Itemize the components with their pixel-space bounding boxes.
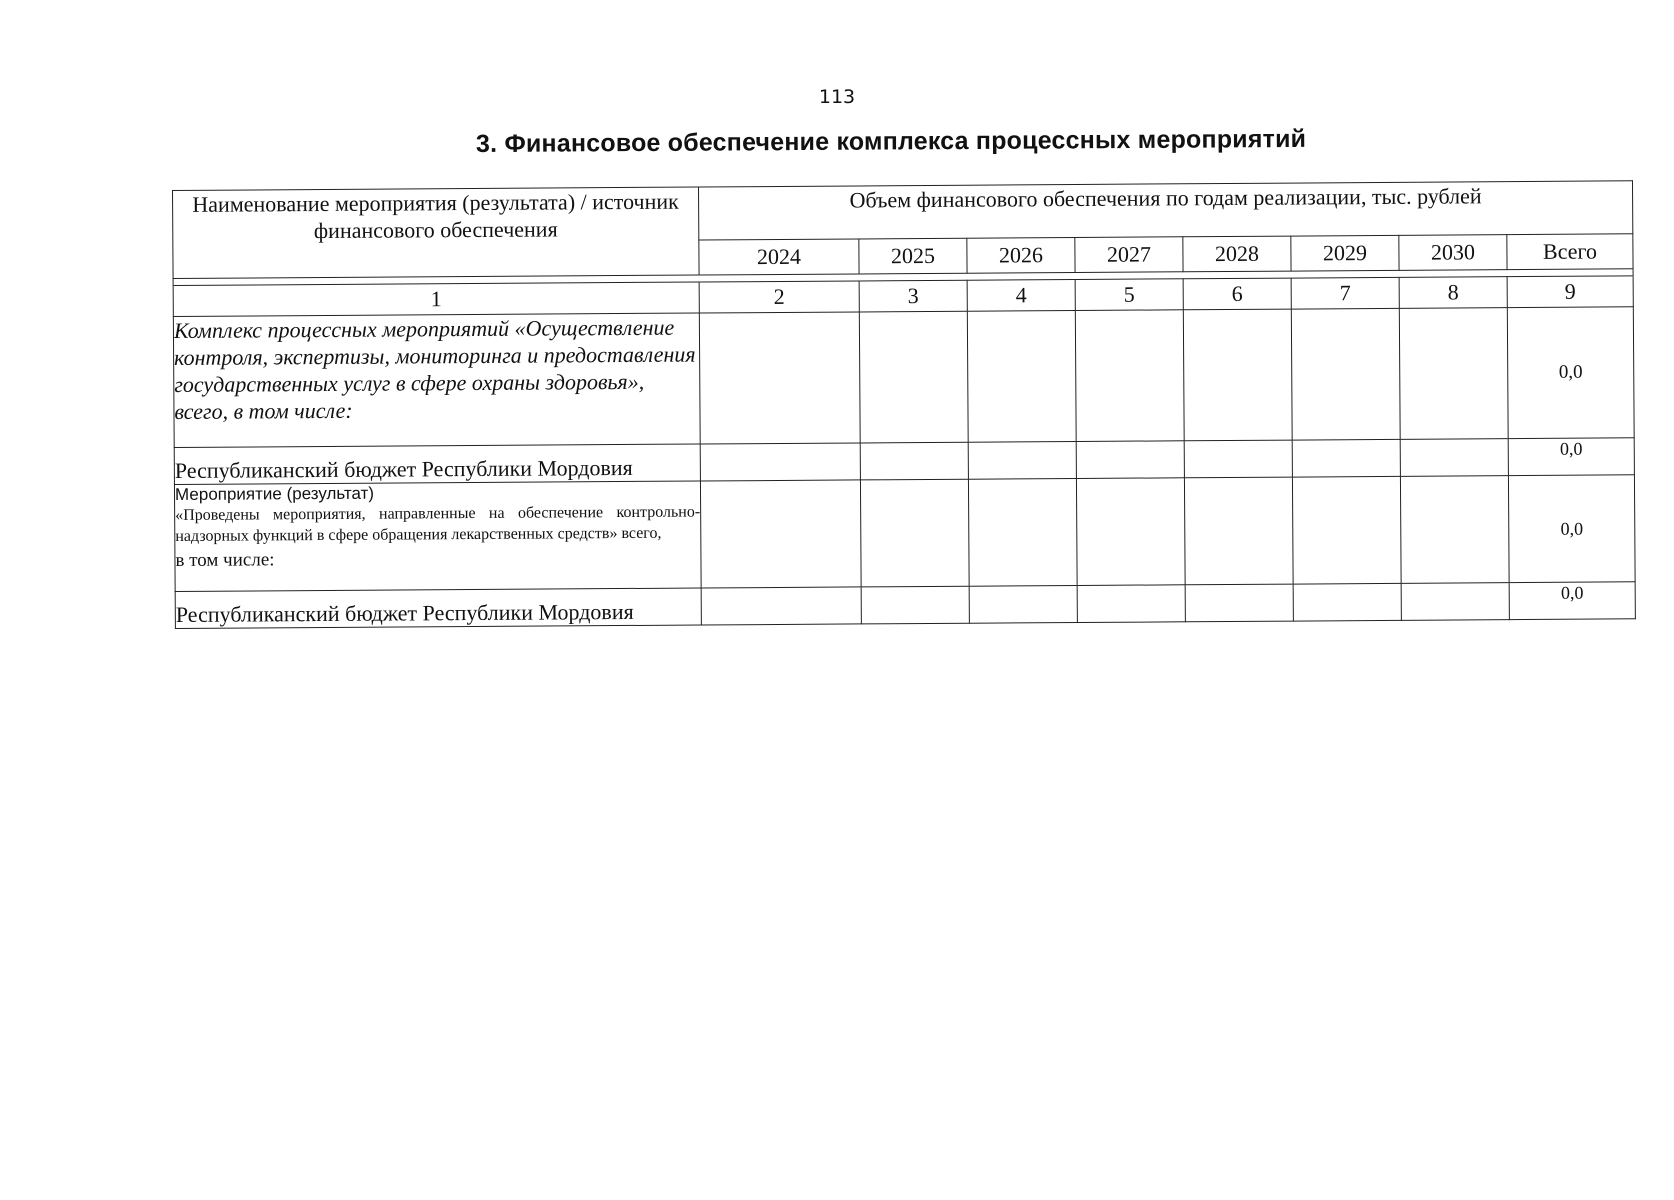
- header-name-column: Наименование мероприятия (результата) / источник финансового обеспечения: [173, 187, 700, 278]
- value-cell: [967, 311, 1076, 443]
- value-cell: [1185, 584, 1293, 622]
- row-name-budget: Республиканский бюджет Республики Мордовия: [174, 444, 700, 484]
- header-year-2030: 2030: [1399, 235, 1507, 271]
- value-cell: [1401, 583, 1509, 621]
- header-year-2027: 2027: [1075, 237, 1183, 273]
- value-cell: [968, 479, 1077, 587]
- page-number: 113: [818, 86, 856, 108]
- financing-table-container: [172, 180, 1635, 629]
- value-cell: [1293, 583, 1401, 621]
- column-number: 5: [1075, 279, 1183, 311]
- value-cell: [1400, 439, 1508, 477]
- value-cell: [859, 311, 968, 443]
- column-number: 3: [859, 280, 967, 312]
- value-cell: [701, 587, 861, 625]
- header-total: Всего: [1507, 234, 1633, 270]
- row-name-complex: Комплекс процессных мероприятий «Осуществление контроля, экспертизы, мониторинга и предоставления государственных услуг в сфере охраны здоровья», всего, в том числе:: [173, 313, 700, 447]
- value-cell: [1076, 478, 1185, 586]
- value-cell: [1292, 476, 1401, 584]
- value-cell: [860, 442, 968, 480]
- column-number: 7: [1291, 277, 1399, 309]
- value-cell: [1075, 310, 1184, 442]
- value-cell: [700, 480, 861, 588]
- value-cell: [1400, 476, 1509, 584]
- value-cell: [1077, 585, 1185, 623]
- header-year-2026: 2026: [967, 238, 1075, 274]
- header-financing-group: Объем финансового обеспечения по годам реализации, тыс. рублей: [698, 181, 1632, 240]
- column-number: 4: [967, 280, 1075, 312]
- table-row-complex: [173, 307, 1634, 448]
- total-value: 0,0: [1509, 582, 1635, 620]
- financing-table: [172, 180, 1636, 629]
- column-number: 1: [173, 282, 699, 316]
- header-year-2029: 2029: [1291, 235, 1399, 271]
- value-cell: [1399, 308, 1508, 440]
- result-description: «Проведены мероприятия, направленные на обеспечение контрольно-надзорных функций в сфере обращения лекарственных средств» всего,: [175, 503, 701, 545]
- header-year-2028: 2028: [1183, 236, 1291, 272]
- column-number: 6: [1183, 278, 1291, 310]
- header-year-2024: 2024: [699, 239, 859, 275]
- value-cell: [1076, 441, 1184, 479]
- table-row-result: [174, 475, 1635, 592]
- value-cell: [1184, 440, 1292, 478]
- header-year-2025: 2025: [859, 238, 967, 274]
- value-cell: [699, 312, 860, 444]
- row-name-result: [174, 481, 701, 591]
- total-value: 0,0: [1507, 307, 1634, 439]
- value-cell: [861, 586, 969, 624]
- section-title: 3. Финансовое обеспечение комплекса процессных мероприятий: [475, 124, 1307, 158]
- value-cell: [1184, 477, 1293, 585]
- header-row-top: [173, 181, 1633, 244]
- column-number: 9: [1507, 276, 1633, 308]
- result-including: в том числе:: [175, 549, 275, 571]
- value-cell: [1183, 309, 1292, 441]
- column-number: 8: [1399, 277, 1507, 309]
- row-name-budget: Республиканский бюджет Республики Мордовия: [175, 588, 701, 628]
- value-cell: [969, 586, 1077, 624]
- result-heading: Мероприятие (результат): [174, 483, 375, 504]
- value-cell: [968, 442, 1076, 480]
- column-number: 2: [699, 281, 859, 313]
- value-cell: [1291, 308, 1400, 440]
- total-value: 0,0: [1508, 438, 1634, 476]
- value-cell: [860, 479, 969, 587]
- value-cell: [700, 443, 860, 481]
- value-cell: [1292, 439, 1400, 477]
- total-value: 0,0: [1508, 475, 1635, 583]
